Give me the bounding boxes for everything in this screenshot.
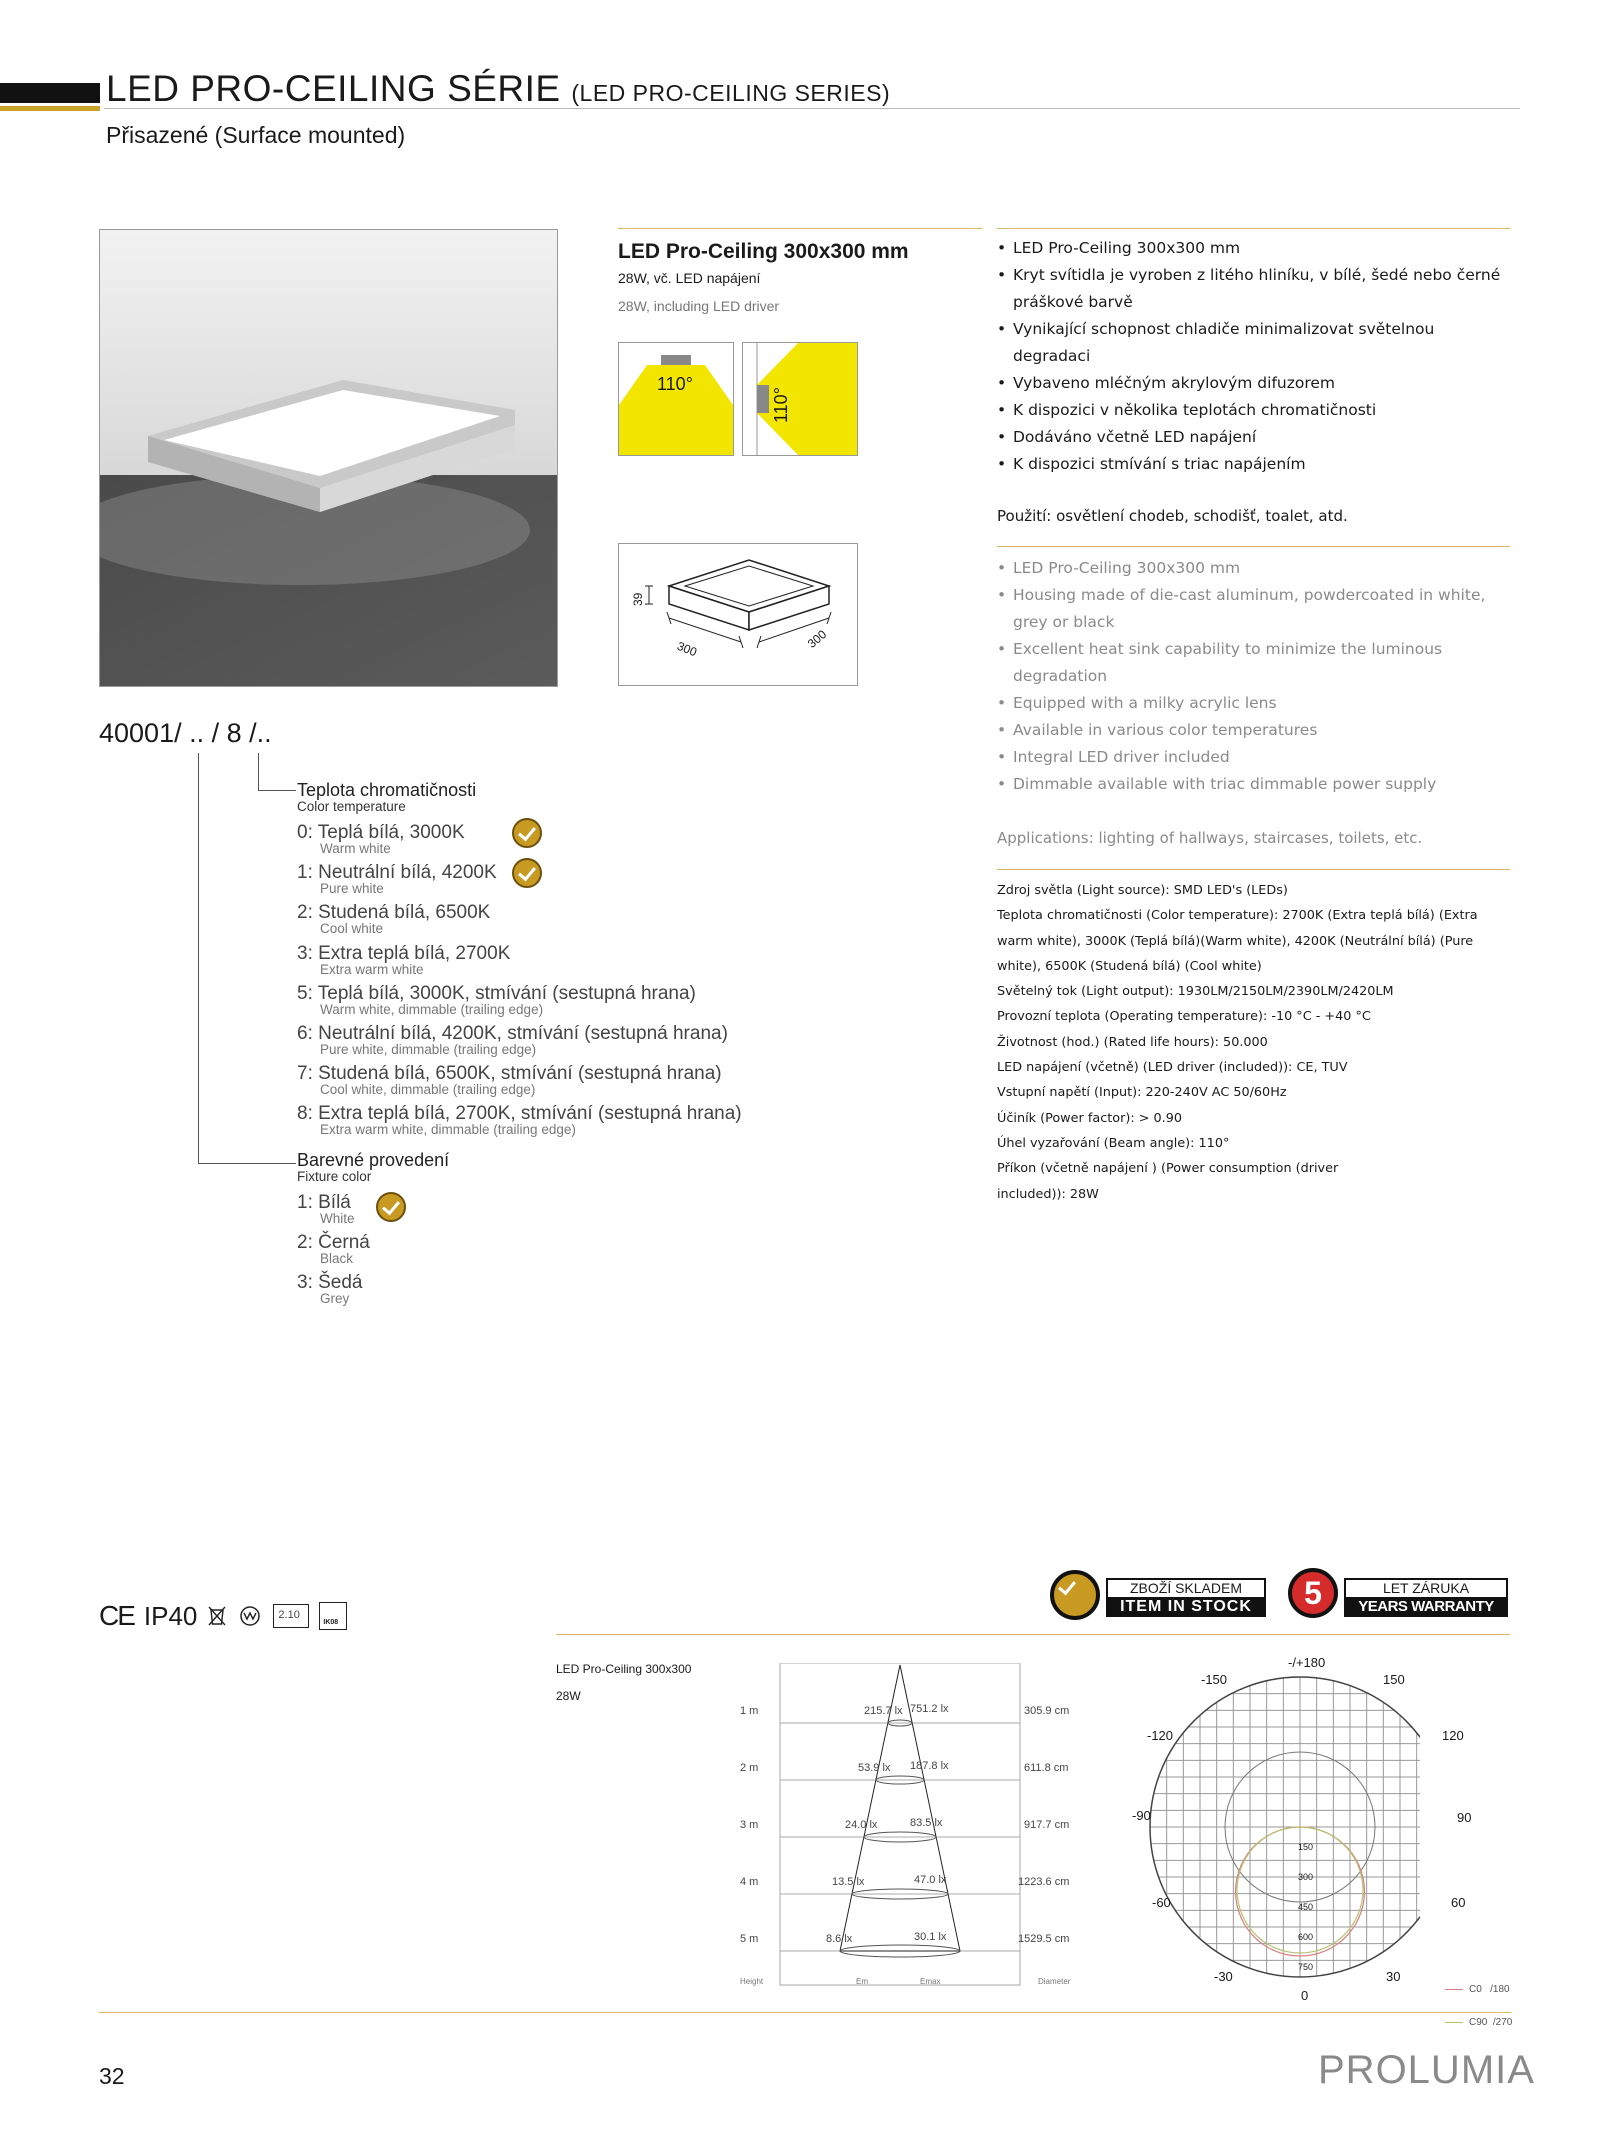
polar-angle-label: 150 (1383, 1672, 1405, 1687)
feature-en: • LED Pro-Ceiling 300x300 mm (997, 555, 1507, 582)
fixture-color-group-title (297, 1150, 449, 1184)
feature-cz: • K dispozici v několika teplotách chromatičnosti (997, 397, 1507, 424)
product-desc-en: 28W, including LED driver (618, 298, 780, 314)
photometry-label: LED Pro-Ceiling 300x300 (556, 1662, 692, 1676)
spec-item: Teplota chromatičnosti (Color temperature): 2700K (Extra teplá bílá) (Extra warm white), 3000K (Teplá bílá)(Warm white), 4200K (Neutrální bílá) (Pure white), 6500K (Studená bílá) (Cool white) (997, 908, 1478, 974)
spec-item: Životnost (hod.) (Rated life hours): 50.000 (997, 1034, 1268, 1050)
feature-cz: • LED Pro-Ceiling 300x300 mm (997, 235, 1507, 262)
product-desc-cz: 28W, vč. LED napájení (618, 270, 761, 286)
polar-angle-label: -30 (1214, 1969, 1233, 1984)
polar-angle-label: -60 (1152, 1895, 1171, 1910)
legend-c90-swatch (1445, 2022, 1463, 2023)
row-height: 4 m (740, 1876, 759, 1888)
specs-rule (997, 869, 1510, 870)
legend-c0 (1445, 1984, 1512, 1995)
feature-cz: • Vybaveno mléčným akrylovým difuzorem (997, 370, 1507, 397)
in-stock-check-icon (512, 858, 542, 888)
color-temp-title-cz: Teplota chromatičnosti (297, 780, 477, 800)
legend-c90 (1445, 2017, 1512, 2028)
row-diameter: 917.7 cm (1024, 1819, 1070, 1831)
spec-item: Účiník (Power factor): > 0.90 (997, 1110, 1182, 1126)
beam-angle-side-label: 110° (771, 387, 791, 423)
row-emax: 187.8 lx (910, 1760, 949, 1772)
photometry-rule (556, 1634, 1510, 1635)
spec-item: Úhel vyzařování (Beam angle): 110° (997, 1135, 1230, 1151)
color-temp-option (297, 1063, 722, 1097)
polar-radial-label: 600 (1298, 1932, 1314, 1942)
polar-radial-label: 450 (1298, 1902, 1314, 1912)
polar-intensity-diagram (1120, 1655, 1472, 2003)
row-diameter: 1529.5 cm (1018, 1933, 1070, 1945)
option-sublabel: Cool white (320, 921, 384, 936)
weee-bin-icon (207, 1605, 227, 1627)
temp-class-label: 2.10 (278, 1609, 300, 1621)
option-sublabel: Black (320, 1251, 354, 1266)
temp-class-icon (273, 1604, 309, 1628)
polar-legend (1445, 1962, 1512, 2039)
warranty-badge (1288, 1568, 1513, 1622)
col-emax-label: Emax (920, 1977, 941, 1986)
ip-rating: IP40 (143, 1600, 198, 1631)
usage-en: Applications: lighting of hallways, staircases, toilets, etc. (997, 829, 1423, 847)
product-photo (99, 229, 558, 687)
row-em: 8.6 lx (826, 1933, 853, 1945)
photometry-power: 28W (556, 1689, 581, 1703)
color-temp-option (297, 862, 497, 896)
spec-item: Zdroj světla (Light source): SMD LED's (LEDs) (997, 883, 1288, 898)
polar-radial-label: 300 (1298, 1872, 1314, 1882)
spec-item: Příkon (včetně napájení ) (Power consumption (driver included)): 28W (997, 1161, 1339, 1202)
feature-en: • Dimmable available with triac dimmable power supply (997, 771, 1507, 798)
feature-en: • Available in various color temperatures (997, 717, 1507, 744)
feature-en: • Excellent heat sink capability to minimize the luminous degradation (997, 636, 1507, 690)
polar-angle-label: -150 (1201, 1672, 1228, 1687)
in-stock-check-icon (512, 818, 542, 848)
header-accent-gold (0, 106, 100, 111)
option-label: 5: Teplá bílá, 3000K, stmívání (sestupná hrana) (297, 983, 696, 1004)
row-emax: 47.0 lx (914, 1874, 947, 1886)
option-label: 2: Studená bílá, 6500K (297, 902, 491, 923)
dim-width-label: 300 (675, 638, 699, 660)
color-temp-option (297, 902, 490, 936)
option-sublabel: Extra warm white, dimmable (trailing edge) (320, 1122, 576, 1137)
color-temp-option (297, 822, 465, 856)
page-title-en: (LED PRO-CEILING SERIES) (571, 80, 891, 106)
brand-logo: PROLUMIA (1318, 2048, 1535, 2092)
stock-label-cz: ZBOŽÍ SKLADEM (1106, 1578, 1266, 1599)
color-temp-group-title (297, 780, 476, 814)
row-height: 5 m (740, 1933, 759, 1945)
stock-label-en: ITEM IN STOCK (1106, 1597, 1266, 1617)
tree-line (198, 753, 199, 1164)
color-temp-option (297, 983, 696, 1017)
row-emax: 751.2 lx (910, 1703, 949, 1715)
in-stock-check-icon (376, 1192, 406, 1222)
option-sublabel: Cool white, dimmable (trailing edge) (320, 1082, 536, 1097)
spec-item: Vstupní napětí (Input): 220-240V AC 50/60Hz (997, 1085, 1287, 1101)
fixture-color-option (297, 1192, 355, 1226)
row-height: 2 m (740, 1762, 759, 1774)
feature-cz: • Dodáváno včetně LED napájení (997, 424, 1507, 451)
page-title (106, 68, 890, 110)
polar-angle-label: -120 (1147, 1728, 1174, 1743)
product-name: LED Pro-Ceiling 300x300 mm (618, 240, 909, 263)
warranty-label-en: YEARS WARRANTY (1344, 1597, 1508, 1617)
row-diameter: 611.8 cm (1024, 1762, 1069, 1774)
usage-cz: Použití: osvětlení chodeb, schodišť, toalet, atd. (997, 507, 1348, 525)
ce-mark-icon: CE (99, 1600, 134, 1631)
footer-rule (99, 2012, 1511, 2013)
color-temp-option (297, 1103, 742, 1137)
spec-item: Světelný tok (Light output): 1930LM/2150LM/2390LM/2420LM (997, 984, 1394, 1000)
fixture-color-option (297, 1272, 363, 1306)
row-emax: 30.1 lx (914, 1931, 947, 1943)
option-sublabel: Pure white, dimmable (trailing edge) (320, 1042, 537, 1057)
col-em-label: Em (856, 1977, 868, 1986)
row-em: 53.9 lx (858, 1762, 891, 1774)
warranty-label-cz: LET ZÁRUKA (1344, 1578, 1508, 1599)
polar-radial-label: 750 (1298, 1962, 1314, 1972)
beam-angle-front-diagram (618, 342, 734, 456)
col-diameter-label: Diameter (1038, 1977, 1071, 1986)
fixture-color-title-cz: Barevné provedení (297, 1150, 450, 1170)
fixture-color-option (297, 1232, 370, 1266)
dim-height-label: 39 (631, 592, 645, 606)
tree-line (258, 753, 259, 791)
tuv-mark-icon (237, 1605, 263, 1627)
polar-angle-label: 120 (1442, 1728, 1464, 1743)
option-label: 8: Extra teplá bílá, 2700K, stmívání (sestupná hrana) (297, 1103, 742, 1124)
polar-angle-label: 30 (1386, 1969, 1401, 1984)
polar-angle-label: 60 (1451, 1895, 1466, 1910)
polar-angle-label: -/+180 (1288, 1655, 1326, 1670)
features-cz-list (997, 235, 1507, 478)
row-em: 13.5 lx (832, 1876, 865, 1888)
tree-line (258, 790, 296, 791)
spec-item: Provozní teplota (Operating temperature): -10 °C - +40 °C (997, 1009, 1371, 1025)
specs-list (997, 878, 1512, 1207)
feature-en: • Housing made of die-cast aluminum, powdercoated in white, grey or black (997, 582, 1507, 636)
fixture-color-title-en: Fixture color (297, 1169, 372, 1184)
feature-en: • Integral LED driver included (997, 744, 1507, 771)
title-rule (618, 228, 982, 229)
beam-angle-front-label: 110° (657, 374, 693, 394)
row-diameter: 305.9 cm (1024, 1705, 1070, 1717)
spec-item: LED napájení (včetně) (LED driver (included)): CE, TUV (997, 1060, 1348, 1076)
option-label: 2: Černá (297, 1232, 370, 1253)
illuminance-cone-diagram (740, 1663, 1094, 1990)
color-temp-option (297, 1023, 728, 1057)
stock-check-icon (1050, 1570, 1100, 1620)
header-accent-black (0, 83, 100, 103)
row-height: 3 m (740, 1819, 759, 1831)
features-en-rule (997, 546, 1510, 547)
row-height: 1 m (740, 1705, 759, 1717)
certifications-row (99, 1600, 347, 1632)
impact-rating-icon (319, 1602, 347, 1630)
option-sublabel: Warm white, dimmable (trailing edge) (320, 1002, 544, 1017)
option-label: 3: Extra teplá bílá, 2700K (297, 943, 511, 964)
option-label: 7: Studená bílá, 6500K, stmívání (sestupná hrana) (297, 1063, 722, 1084)
feature-cz: • K dispozici stmívání s triac napájením (997, 451, 1507, 478)
option-label: 6: Neutrální bílá, 4200K, stmívání (sestupná hrana) (297, 1023, 728, 1044)
feature-cz: • Vynikající schopnost chladiče minimalizovat světelnou degradaci (997, 316, 1507, 370)
features-rule (997, 228, 1510, 229)
dim-depth-label: 300 (804, 627, 830, 651)
col-height-label: Height (740, 1977, 764, 1986)
polar-angle-label: -90 (1132, 1808, 1151, 1823)
option-sublabel: Pure white (320, 881, 384, 896)
option-label: 1: Bílá (297, 1192, 351, 1213)
option-label: 0: Teplá bílá, 3000K (297, 822, 465, 843)
feature-cz: • Kryt svítidla je vyroben z litého hliníku, v bílé, šedé nebo černé práškové barvě (997, 262, 1507, 316)
legend-c0-swatch (1445, 1989, 1463, 1990)
feature-en: • Equipped with a milky acrylic lens (997, 690, 1507, 717)
row-em: 215.7 lx (864, 1705, 903, 1717)
features-en-list (997, 555, 1507, 798)
option-sublabel: White (320, 1211, 355, 1226)
page-subtitle: Přisazené (Surface mounted) (106, 122, 406, 148)
order-code: 40001/ .. / 8 /.. (99, 718, 272, 748)
color-temp-title-en: Color temperature (297, 799, 406, 814)
row-em: 24.0 lx (845, 1819, 878, 1831)
legend-c0-label: C0 /180 (1469, 1984, 1510, 1995)
ik-rating-label: IK08 (323, 1619, 339, 1626)
page-title-cz: LED PRO-CEILING SÉRIE (106, 68, 561, 109)
option-label: 3: Šedá (297, 1272, 363, 1293)
warranty-years-icon: 5 (1288, 1568, 1338, 1618)
legend-c90-label: C90 /270 (1469, 2017, 1513, 2028)
row-diameter: 1223.6 cm (1018, 1876, 1070, 1888)
page-number: 32 (99, 2063, 125, 2089)
polar-angle-label: 0 (1301, 1988, 1309, 2003)
beam-angle-side-diagram (742, 342, 858, 456)
option-sublabel: Grey (320, 1291, 350, 1306)
option-label: 1: Neutrální bílá, 4200K (297, 862, 497, 883)
dimension-drawing (618, 543, 858, 686)
row-emax: 83.5 lx (910, 1817, 943, 1829)
color-temp-option (297, 943, 510, 977)
tree-line (198, 1163, 296, 1164)
item-in-stock-badge (1050, 1568, 1278, 1622)
option-sublabel: Warm white (320, 841, 391, 856)
option-sublabel: Extra warm white (320, 962, 424, 977)
polar-radial-label: 150 (1298, 1842, 1314, 1852)
polar-angle-label: 90 (1457, 1810, 1472, 1825)
